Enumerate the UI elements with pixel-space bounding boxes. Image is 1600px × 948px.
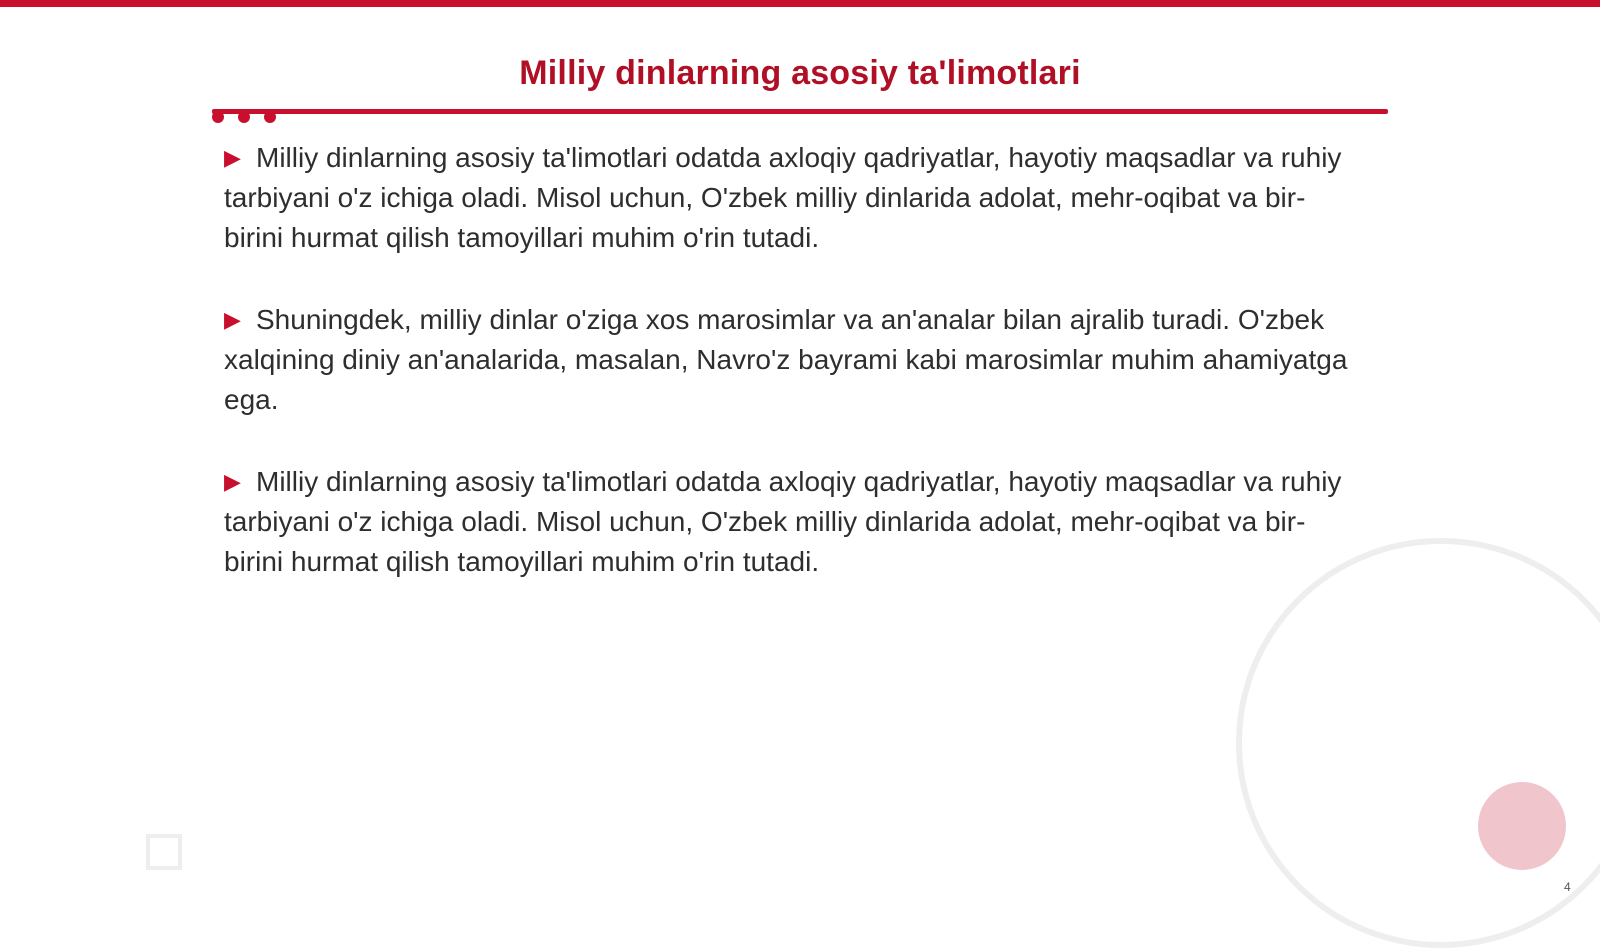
bullet-item — [224, 300, 1364, 420]
decorative-dot — [264, 111, 276, 123]
bullet-item — [224, 138, 1364, 258]
bullet-arrow-icon: ▶ — [224, 469, 241, 494]
decorative-dot — [238, 111, 250, 123]
top-accent-bar — [0, 0, 1600, 7]
bullet-list — [224, 138, 1364, 624]
bullet-text: Milliy dinlarning asosiy ta'limotlari odatda axloqiy qadriyatlar, hayotiy maqsadlar va ruhiy tarbiyani o'z ichiga oladi. Misol uchun, O'zbek milliy dinlarida adolat, mehr-oqibat va bir-birini hurmat qilish tamoyillari muhim o'rin tutadi. — [224, 142, 1342, 253]
decorative-pink-circle — [1478, 782, 1566, 870]
slide-title: Milliy dinlarning asosiy ta'limotlari — [519, 54, 1081, 92]
decorative-square — [146, 834, 182, 870]
bullet-arrow-icon: ▶ — [224, 145, 241, 170]
bullet-text: Milliy dinlarning asosiy ta'limotlari odatda axloqiy qadriyatlar, hayotiy maqsadlar va ruhiy tarbiyani o'z ichiga oladi. Misol uchun, O'zbek milliy dinlarida adolat, mehr-oqibat va bir-birini hurmat qilish tamoyillari muhim o'rin tutadi. — [224, 466, 1342, 577]
slide-number: 4 — [1564, 880, 1571, 894]
bullet-arrow-icon: ▶ — [224, 307, 241, 332]
title-underline — [212, 109, 1388, 114]
decorative-dot — [212, 111, 224, 123]
bullet-item — [224, 462, 1364, 582]
bullet-text: Shuningdek, milliy dinlar o'ziga xos marosimlar va an'analar bilan ajralib turadi. O'zbek xalqining diniy an'analarida, masalan, Navro'z bayrami kabi marosimlar muhim ahamiyatga ega. — [224, 304, 1348, 415]
